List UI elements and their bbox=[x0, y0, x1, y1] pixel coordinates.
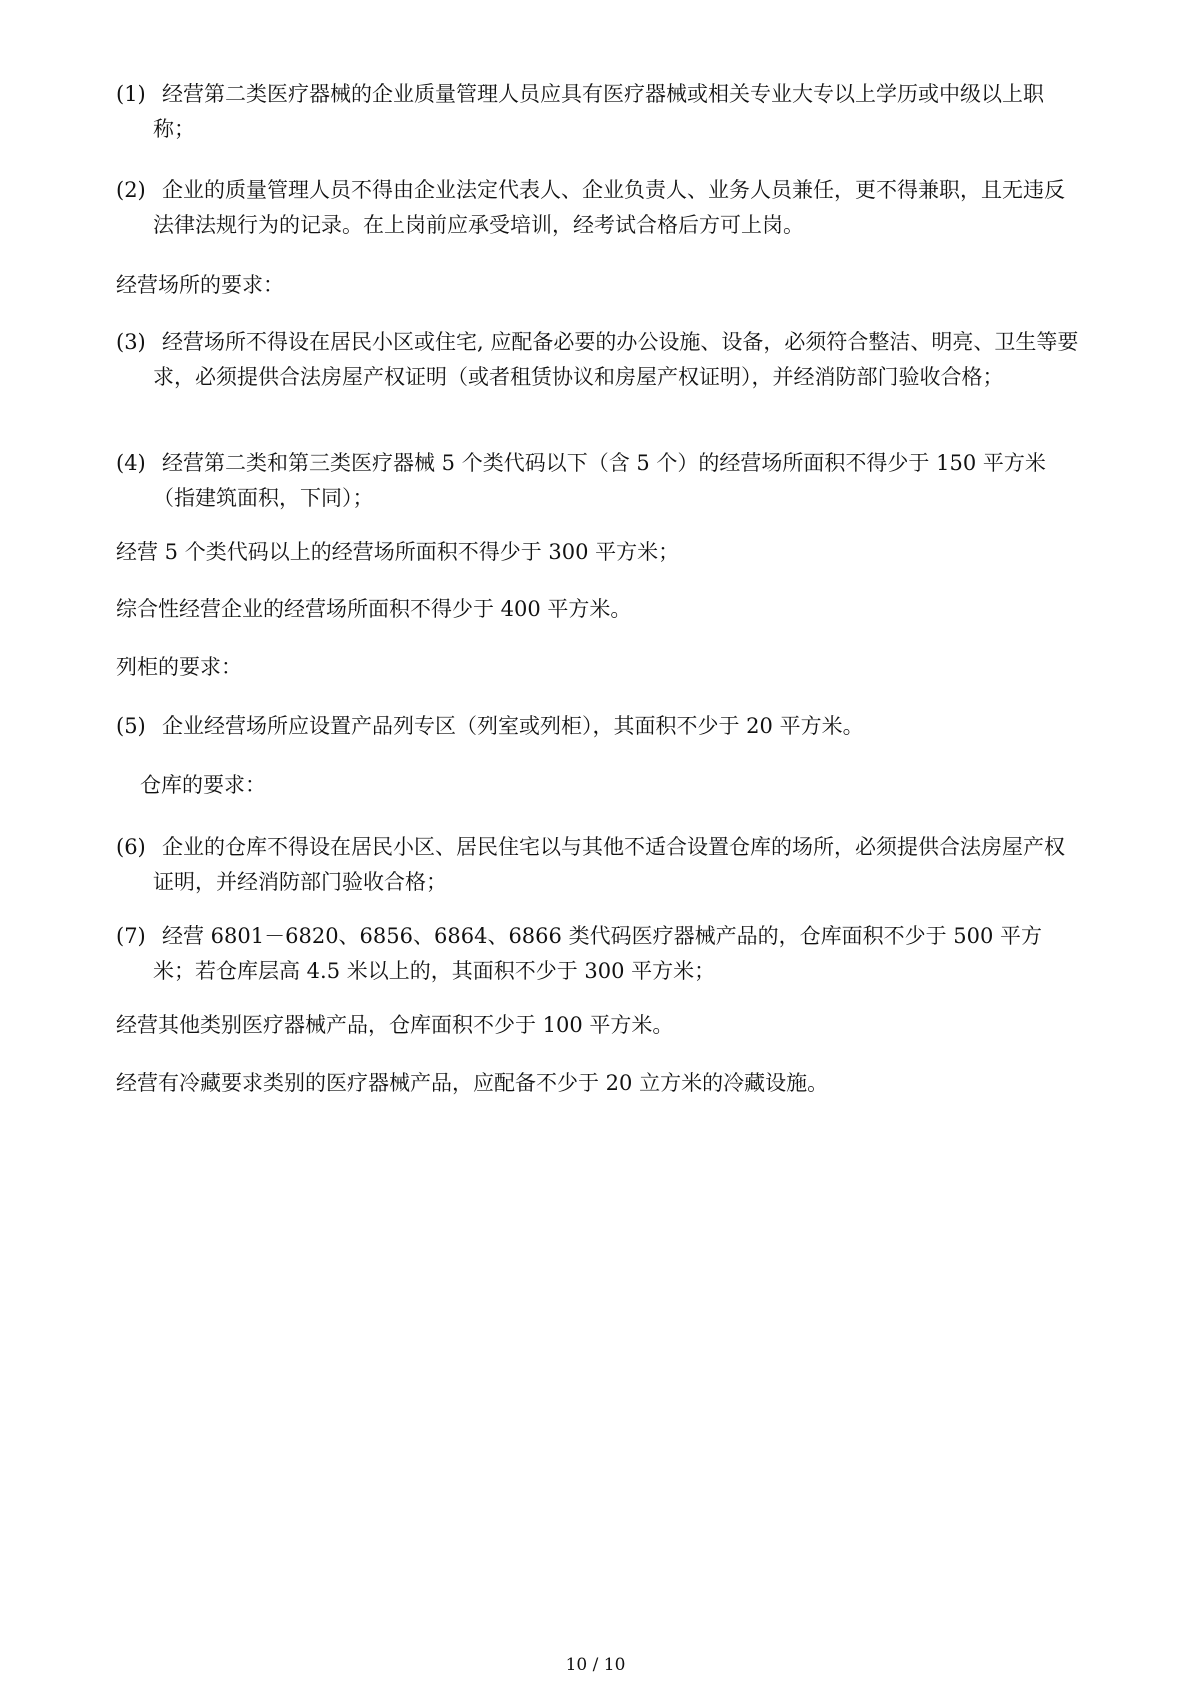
clause-number: (5) bbox=[116, 714, 146, 738]
area-comprehensive-line: 综合性经营企业的经营场所面积不得少于 400 平方米。 bbox=[116, 597, 632, 621]
page-number: 10 / 10 bbox=[565, 1655, 626, 1675]
clause-text: 经营 6801－6820、6856、6864、6866 类代码医疗器械产品的，仓库面积不少于 500 平方米；若仓库层高 4.5 米以上的，其面积不少于 300 平方米； bbox=[153, 924, 1042, 983]
clause-number: (1) bbox=[116, 82, 146, 106]
clause-text: 企业的仓库不得设在居民小区、居民住宅以与其他不适合设置仓库的场所，必须提供合法房屋产权证明，并经消防部门验收合格； bbox=[153, 835, 1065, 894]
display-heading: 列柜的要求： bbox=[116, 655, 242, 679]
clause-number: (2) bbox=[116, 178, 146, 202]
clause-text: 经营第二类医疗器械的企业质量管理人员应具有医疗器械或相关专业大专以上学历或中级以上职称； bbox=[153, 82, 1044, 141]
clause-text: 企业经营场所应设置产品列专区（列室或列柜），其面积不少于 20 平方米。 bbox=[162, 714, 864, 738]
clause-text: 企业的质量管理人员不得由企业法定代表人、企业负责人、业务人员兼任，更不得兼职，且无违反法律法规行为的记录。在上岗前应承受培训，经考试合格后方可上岗。 bbox=[153, 178, 1065, 237]
cold-storage-line: 经营有冷藏要求类别的医疗器械产品，应配备不少于 20 立方米的冷藏设施。 bbox=[116, 1071, 829, 1095]
area-over5-line: 经营 5 个类代码以上的经营场所面积不得少于 300 平方米； bbox=[116, 540, 680, 564]
clause-number: (6) bbox=[116, 835, 146, 859]
venue-heading: 经营场所的要求： bbox=[116, 273, 284, 297]
clause-text: 经营第二类和第三类医疗器械 5 个类代码以下（含 5 个）的经营场所面积不得少于 150 平方米（指建筑面积，下同）； bbox=[153, 451, 1046, 510]
warehouse-other-line: 经营其他类别医疗器械产品，仓库面积不少于 100 平方米。 bbox=[116, 1013, 674, 1037]
clause-number: (7) bbox=[116, 924, 146, 948]
warehouse-heading: 仓库的要求： bbox=[140, 773, 266, 797]
clause-number: (3) bbox=[116, 330, 146, 354]
clause-number: (4) bbox=[116, 451, 146, 475]
clause-text: 经营场所不得设在居民小区或住宅, 应配备必要的办公设施、设备，必须符合整洁、明亮、卫生等要求，必须提供合法房屋产权证明（或者租赁协议和房屋产权证明），并经消防部门验收合格； bbox=[153, 330, 1079, 389]
